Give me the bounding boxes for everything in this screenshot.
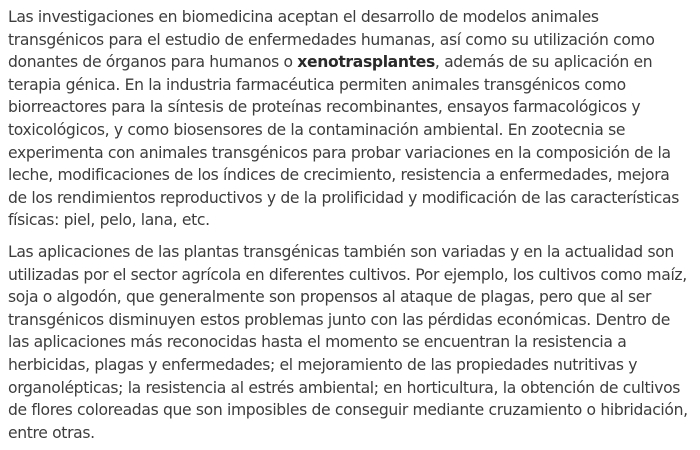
paragraph-animales-transgenicos [8,6,692,232]
bold-term-xenotrasplantes: xenotrasplantes [297,53,435,72]
paragraph-text: Las investigaciones en biomedicina aceptan el desarrollo de modelos animales transgénicos para el estudio de enfermedades humanas, así como su utilización como donantes de órganos para humanos o [8,8,655,72]
paragraph-text: , además de su aplicación en terapia génica. En la industria farmacéutica permiten animales transgénicos como biorreactores para la síntesis de proteínas recombinantes, ensayos farmacológicos y toxicológicos, y como biosensores de la contaminación ambiental. En zootecnia se experimenta con animales transgénicos para probar variaciones en la composición de la leche, modificaciones de los índices de crecimiento, resistencia a enfermedades, mejora de los rendimientos reproductivos y de la prolificidad y modificación de las características físicas: piel, pelo, lana, etc. [8,53,679,230]
paragraph-plantas-transgenicas: Las aplicaciones de las plantas transgénicas también son variadas y en la actualidad son utilizadas por el sector agrícola en diferentes cultivos. Por ejemplo, los cultivos como maíz, soja o algodón, que generalmente son propensos al ataque de plagas, pero que al ser transgénicos disminuyen estos problemas junto con las pérdidas económicas. Dentro de las aplicaciones más reconocidas hasta el momento se encuentran la resistencia a herbicidas, plagas y enfermedades; el mejoramiento de las propiedades nutritivas y organolépticas; la resistencia al estrés ambiental; en horticultura, la obtención de cultivos de flores coloreadas que son imposibles de conseguir mediante cruzamiento o hibridación, entre otras. [8,242,688,442]
document-body [8,6,692,444]
